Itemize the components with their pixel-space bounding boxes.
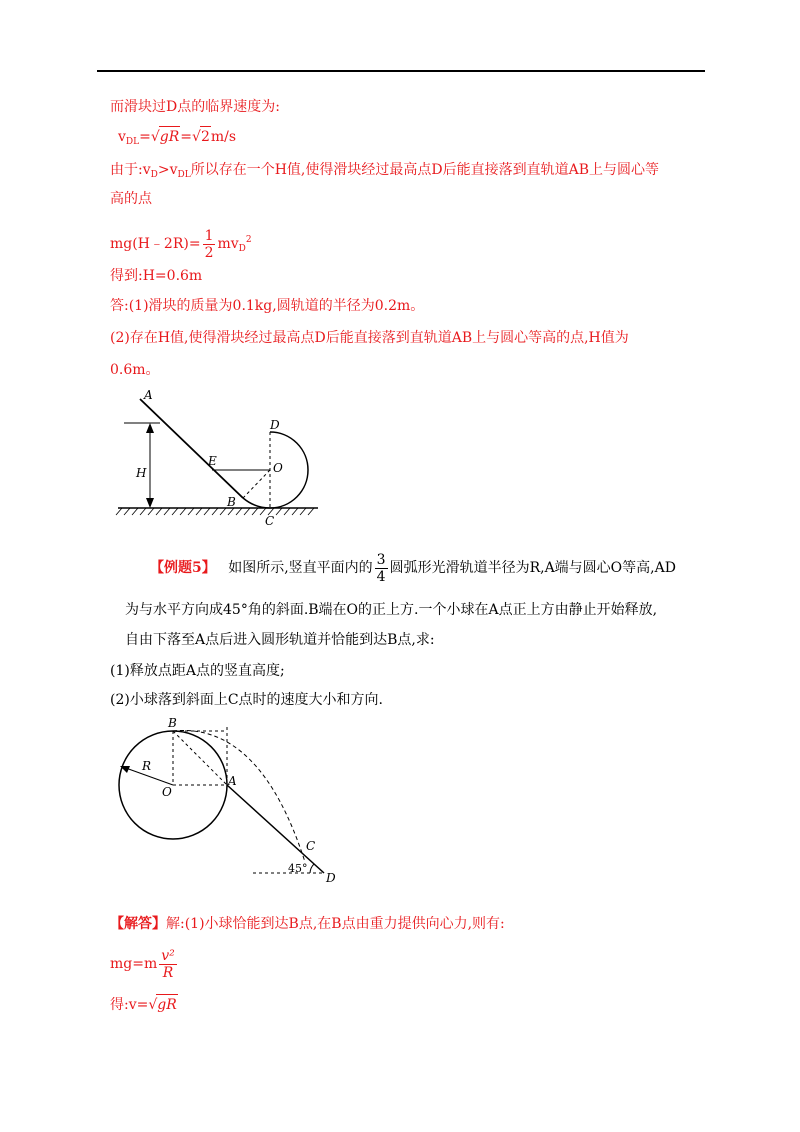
example5-statement-line-1: 【例题5】 如图所示,竖直平面内的 $\frac{3}{4}$ 圆弧形光滑轨道半径为R,A端与圆心O等高,AD (150, 551, 676, 585)
header-rule (97, 70, 705, 72)
fig2-label-A: A (228, 774, 237, 788)
solution-tag: 【解答】 (110, 916, 166, 932)
result-H: 得到:H=0.6m (110, 268, 203, 284)
example5-statement-line-3: 自由下落至A点后进入圆形轨道并恰能到达B点,求: (125, 632, 435, 648)
critical-speed-intro: 而滑块过D点的临界速度为: (110, 99, 280, 115)
question-1: (1)释放点距A点的竖直高度; (110, 663, 285, 679)
example5-statement-line-2: 为与水平方向成45°角的斜面.B端在O的正上方.一个小球在A点正上方由静止开始释放, (125, 602, 658, 618)
figure-2-diagram (110, 712, 350, 892)
figure-1-diagram (110, 385, 325, 530)
fig1-label-D: D (270, 418, 280, 432)
critical-speed-formula: $v_{DL}=√gR=√2m/s$ (118, 126, 236, 152)
fig1-label-O: O (273, 461, 283, 475)
fig2-label-D: D (326, 871, 336, 885)
question-2: (2)小球落到斜面上C点时的速度大小和方向. (110, 692, 383, 708)
fig1-label-C: C (265, 514, 275, 528)
answer-line-2: (2)存在H值,使得滑块经过最高点D后能直接落到直轨道AB上与圆心等高的点,H值为 (110, 330, 629, 346)
fig2-label-B: B (168, 716, 177, 730)
reasoning-line-1: 由于$:v_D>v_{DL}$所以存在一个H值,使得滑块经过最高点D后能直接落到直轨道AB上与圆心等 (110, 162, 659, 180)
fig2-label-C: C (306, 839, 316, 853)
fig2-label-O: O (162, 785, 172, 799)
velocity-result: 得:v=√gR (110, 994, 178, 1015)
fig2-label-R: R (142, 759, 152, 773)
fig1-label-A: A (144, 388, 153, 402)
centripetal-equation: mg=m $\frac{\text{v²}}{R}$ (110, 947, 175, 981)
reasoning-line-2: 高的点 (110, 191, 152, 207)
fig1-label-B: B (227, 495, 236, 509)
energy-equation: mg(H﹣2R)= $\frac{1}{2}$ $mv_D^2$ (110, 227, 252, 261)
example-tag: 【例题5】 (150, 560, 216, 576)
fig1-label-H: H (136, 466, 147, 480)
solution-line-1: 【解答】解:(1)小球恰能到达B点,在B点由重力提供向心力,则有: (110, 916, 505, 932)
fig2-label-angle: 45° (288, 862, 308, 875)
fig1-label-E: E (208, 454, 217, 468)
answer-line-3: 0.6m。 (110, 362, 160, 378)
answer-line-1: 答:(1)滑块的质量为0.1kg,圆轨道的半径为0.2m。 (110, 298, 425, 314)
